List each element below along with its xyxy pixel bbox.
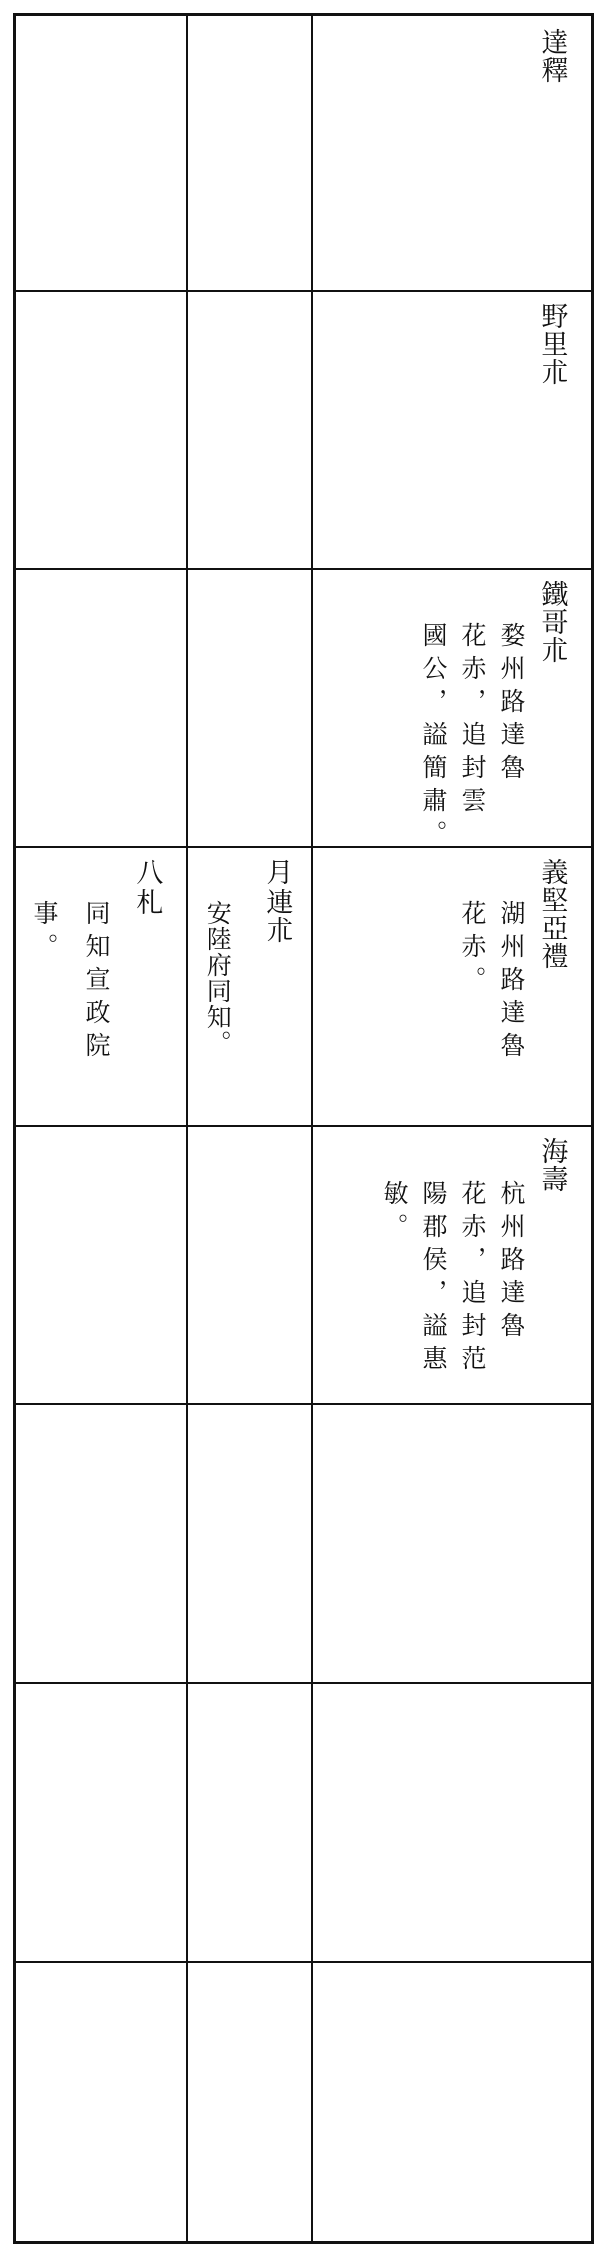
row-4-son-annotation: 安陸府同知。 bbox=[203, 900, 233, 1056]
annotation-line: 湖州路達魯 bbox=[497, 900, 526, 1065]
annotation-line: 國公，謚簡肅。 bbox=[419, 622, 448, 853]
row-4-grandson-annotation: 同知宣政院 bbox=[82, 900, 111, 1065]
column-divider-right bbox=[311, 13, 313, 2244]
annotation-line: 婺州路達魯 bbox=[497, 622, 526, 787]
annotation-line: 花赤，追封范 bbox=[458, 1180, 487, 1378]
row-5-annotation bbox=[382, 1180, 524, 1378]
row-5-name: 海壽 bbox=[536, 1137, 568, 1193]
row-4-son-name-part2: 連朮 bbox=[261, 888, 293, 944]
row-3-name: 鐵哥朮 bbox=[536, 580, 568, 664]
row-2-name: 野里朮 bbox=[536, 302, 568, 386]
annotation-line: 花赤，追封雲 bbox=[458, 622, 487, 820]
annotation-line: 杭州路達魯 bbox=[497, 1180, 526, 1345]
row-4-son-name-part1: 月 bbox=[261, 858, 293, 886]
annotation-line: 花赤。 bbox=[458, 900, 487, 999]
row-4-grandson-name-part2: 札 bbox=[131, 888, 163, 916]
row-divider bbox=[13, 1961, 594, 1963]
row-4-annotation bbox=[460, 900, 524, 1065]
annotation-line: 敏。 bbox=[380, 1180, 409, 1246]
annotation-line: 陽郡侯，謚惠 bbox=[419, 1180, 448, 1378]
row-divider bbox=[13, 1682, 594, 1684]
row-1-name: 達釋 bbox=[536, 28, 568, 84]
row-divider bbox=[13, 1125, 594, 1127]
row-divider bbox=[13, 1403, 594, 1405]
row-4-name: 義堅亞禮 bbox=[536, 858, 568, 970]
row-4-grandson-annotation-end: 事。 bbox=[30, 900, 59, 966]
row-4-grandson-name-part1: 八 bbox=[131, 858, 163, 886]
row-divider bbox=[13, 290, 594, 292]
row-3-annotation bbox=[421, 622, 524, 853]
column-divider-left bbox=[186, 13, 188, 2244]
row-divider bbox=[13, 568, 594, 570]
table-outer-border bbox=[13, 13, 594, 2244]
